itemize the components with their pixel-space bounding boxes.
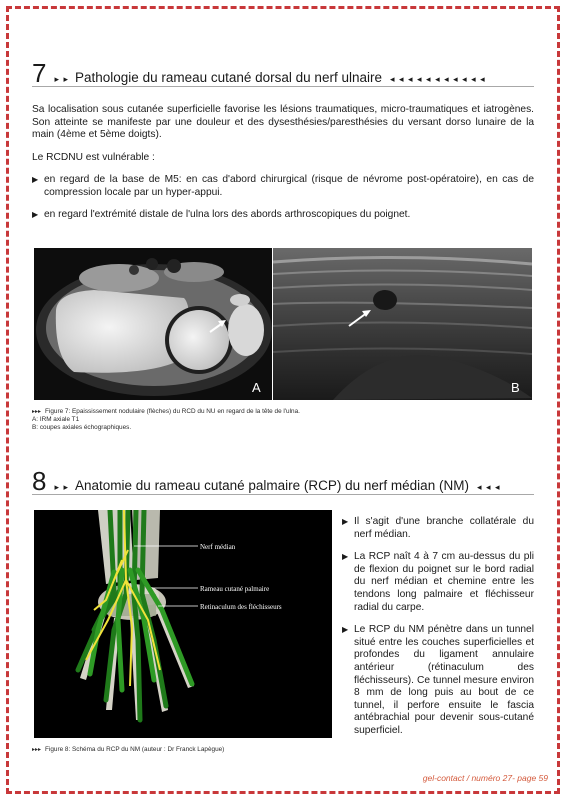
figure-8-caption: [32, 746, 332, 754]
paragraph-text: Il s'agit d'une branche collatérale du nerf médian.: [354, 516, 534, 540]
caption-arrows-icon: ▸▸▸: [32, 747, 42, 753]
section-8-text: [342, 516, 534, 748]
label-rcp: Rameau cutané palmaire: [200, 585, 270, 593]
figure-7-caption: [32, 408, 532, 433]
section-7-intro: Sa localisation sous cutanée superficielle favorise les lésions traumatiques, micro-traumatiques et iatrogènes. Son atteinte se manifeste par une douleur et des dysesthésies/paresthésies du versant dorso lunaire de la main (4ème et 5ème doigts).: [32, 104, 534, 141]
section-8-title: Anatomie du rameau cutané palmaire (RCP) du nerf médian (NM): [75, 478, 469, 493]
caption-arrows-icon: ▸▸▸: [32, 409, 42, 415]
list-item: [32, 174, 534, 199]
list-item: [342, 516, 534, 541]
panel-letter-a: A: [252, 380, 261, 395]
caption-text: Figure 7: Epaississement nodulaire (flèches) du RCD du NU en regard de la tête de l'ulna.: [45, 408, 300, 415]
bullet-arrow-icon: ▶: [342, 552, 349, 562]
bullet-arrow-icon: ▶: [32, 175, 39, 184]
paragraph-text: Le RCP du NM pénètre dans un tunnel situé entre les couches superficielles et profondes du ligament annulaire antérieur (rétinaculum des fléchisseurs). Ce tunnel mesure environ 8 mm de long puis au bout de ce tunnel, il perfore ensuite le fascia antébrachial pour devenir sous-cutané superficiel.: [354, 624, 534, 736]
figure-8-anatomy-image: [34, 510, 332, 738]
bullet-text: en regard l'extrémité distale de l'ulna lors des abords arthroscopiques du poignet.: [44, 209, 411, 221]
section-7-bullet-list: [32, 174, 534, 222]
list-item: [342, 551, 534, 614]
paragraph-text: La RCP naît 4 à 7 cm au-dessus du pli de flexion du poignet sur le bord radial du nerf médian et chemine entre les tendons long palmaire et fléchisseur radial du carpe.: [354, 551, 534, 613]
bullet-arrow-icon: ▶: [342, 625, 349, 635]
bullet-text: en regard de la base de M5: en cas d'abord chirurgical (risque de névrome post-opératoire), en cas de compression locale par un hyper-appui.: [44, 174, 534, 198]
caption-line: A: IRM axiale T1: [32, 416, 80, 424]
list-item: [32, 209, 534, 222]
bullet-arrow-icon: ▶: [32, 210, 39, 220]
section-7-arrows-pre: ▸ ▸: [54, 74, 70, 84]
label-nerf-median: Nerf médian: [200, 543, 236, 551]
section-8-rule: [32, 494, 534, 495]
bullet-arrow-icon: ▶: [342, 517, 349, 526]
section-8-arrows-post: ◂ ◂ ◂: [476, 482, 501, 492]
page-footer: gel-contact / numéro 27- page 59: [422, 773, 548, 783]
label-retinaculum: Retinaculum des fléchisseurs: [200, 603, 282, 611]
section-7-number: 7: [32, 58, 47, 88]
section-8-arrows-pre: ▸ ▸: [54, 482, 70, 492]
section-7-title: Pathologie du rameau cutané dorsal du nerf ulnaire: [75, 70, 382, 85]
figure-7-ultrasound-image: [273, 248, 532, 400]
section-7-rule: [32, 86, 534, 87]
caption-line: B: coupes axiales échographiques.: [32, 424, 132, 432]
caption-line: [32, 408, 532, 416]
caption-text: Figure 8: Schéma du RCP du NM (auteur : Dr Franck Lapègue): [45, 746, 225, 753]
section-7-vulnerable-label: Le RCDNU est vulnérable :: [32, 152, 155, 163]
section-8-number: 8: [32, 466, 47, 496]
figure-7-mri-image: [34, 248, 272, 400]
section-8-heading: [32, 466, 501, 497]
panel-letter-b: B: [511, 380, 520, 395]
list-item: [342, 624, 534, 737]
section-7-arrows-post: ◂ ◂ ◂ ◂ ◂ ◂ ◂ ◂ ◂ ◂ ◂: [389, 74, 486, 84]
section-7-heading: [32, 58, 486, 89]
